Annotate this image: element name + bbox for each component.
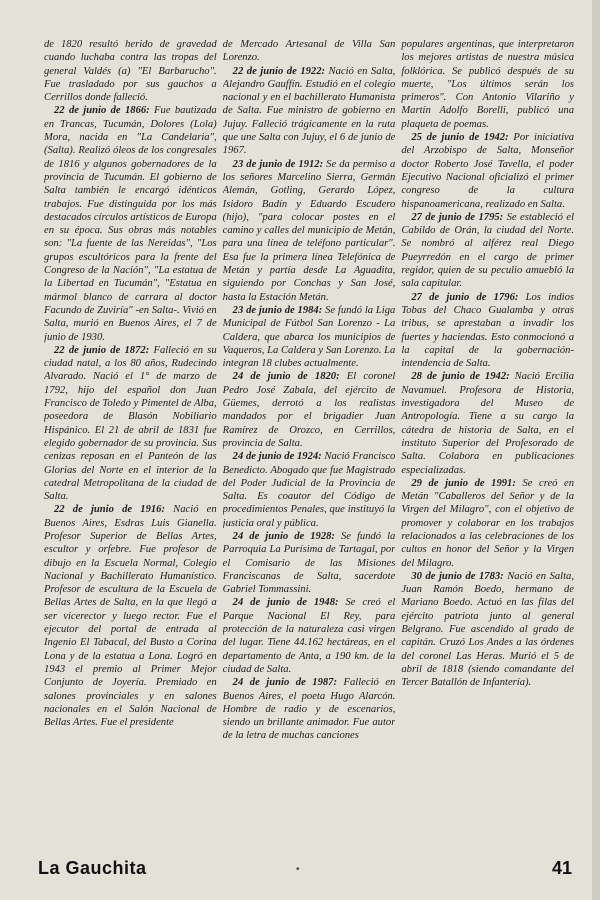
entry-text: Se da permiso a los señores Marcelino Sierra, Germán Alemán, Gotling, Gerardo López, Isidoro Badín y Eduardo Escudero (hijo), "para colocar postes en el camino y calles del municipio de Metán, para una línea de teléfono particular". Esa fue la primera línea Telefónica de Metán y partía desde La Aguadita, siguiendo por Conchas y San José, hasta la Estación Metán.: [222, 158, 396, 303]
calendar-entry: [401, 38, 574, 131]
calendar-entry: [401, 131, 574, 211]
entry-text: Nació Ercilia Navamuel. Profesora de Historia, investigadora del Museo de Antropología. Tiene a su cargo la cátedra de historia de Salta, en el instituto Superior del Profesorado de Salta. Colabora en publicaciones especializadas.: [401, 371, 575, 476]
entry-date: 22 de junio de 1866:: [54, 105, 150, 117]
entry-date: 22 de junio de 1916:: [54, 504, 165, 516]
entry-date: 24 de junio de 1928:: [232, 530, 335, 542]
entry-date: 22 de junio de 1922:: [232, 65, 326, 77]
page-footer: [0, 858, 600, 888]
entry-date: 27 de junio de 1796:: [411, 291, 519, 303]
entry-text: Nació en Buenos Aires, Esdras Luis Gianella. Profesor Superior de Bellas Artes, escultor y orfebre. Fue profesor de dibujo en la Escuela Normal, Colegio Nacional y Bachillerato Humanístico. Profesor de escultura de la Escuela de Bellas Artes de Salta, en la que llegó a ser vicerector y luego rector. Fue el ejecutor del portal de entrada al Ingenio El Tabacal, del Busto a Corina Lona y de la estatua a Lona. Logró en 1943 el premio al Primer Mejor Conjunto de Joyería. Premiado en salones provinciales y en salones nacionales en el Salón Nacional de Bellas Artes. Fue el presidente: [44, 504, 217, 729]
entry-text: El coronel Pedro José Zabala, del ejército de Güemes, derrotó a los realistas mandados por el brigadier Juan Ramírez de Orozco, en Cerrillos, provincia de Salta.: [222, 371, 396, 449]
column-left: [44, 38, 217, 854]
entry-text: Los indios Tobas del Chaco Gualamba y otras tribus, se aprestaban a invadir los fuertes y haciendas. Esto conmocionó a la capital de la gobernación-intendencia de Salta.: [401, 291, 575, 370]
entry-text: populares argentinas, que interpretaron los mejores artistas de nuestra música folklórica. Se publicó después de su muerte, "Los últimos serán los primeros". Con Antonio Vilariño y Martín Adolfo Borelli, publicó una plaqueta de poemas.: [401, 39, 575, 130]
entry-date: 24 de junio de 1987:: [232, 677, 337, 689]
calendar-entry: [401, 370, 574, 476]
entry-text: Falleció en su ciudad natal, a los 80 años, Rudecindo Alvarado. Nació el 1° de marzo de 1792, hijo del español don Juan Francisco de Toledo y Pimentel de Alba, poseedora de Blasón Nobiliario Hispánico. El 21 de abril de 1831 fue elegido gobernador de su provincia. Sus cenizas reposan en el Panteón de las Glorias del Norte en el interior de la catedral Metropolitana de la ciudad de Salta.: [44, 344, 217, 503]
entry-date: 27 de junio de 1795:: [411, 211, 504, 223]
entry-text: Por iniciativa del Arzobispo de Salta, Monseñor doctor Roberto José Tavella, el poder Ejecutivo Nacional oficializó el primer congreso de la cultura hispanoamericana, realizado en Salta.: [401, 132, 575, 210]
scan-edge: [592, 0, 600, 900]
calendar-entry: [401, 291, 574, 371]
calendar-entry: [44, 344, 217, 504]
entry-date: 24 de junio de 1924:: [232, 451, 322, 463]
magazine-title: La Gauchita: [38, 858, 147, 878]
calendar-entry: [44, 503, 217, 729]
footer-center-mark: •: [296, 864, 300, 875]
calendar-entry: [223, 530, 396, 596]
calendar-entry: [223, 596, 396, 676]
entry-text: Nació Francisco Benedicto. Abogado que fue Magistrado del Poder Judicial de la Provincia de Salta. Es coautor del Código de procedimientos Penales, que instituyó la justicia oral y pública.: [222, 451, 396, 529]
entry-text: Nació en Salta, Juan Ramón Boedo, hermano de Mariano Boedo. Actuó en las filas del ejército patriota junto al general Belgrano. Fue ascendido al grado de capitán. Cruzó Los Andes a las órdenes del coronel Las Heras. Murió el 5 de abril de 1818 (siendo comandante del Tercer Batallón de Infantería).: [401, 570, 575, 689]
entry-text: Fue bautizada en Trancas, Tucumán, Dolores (Lola) Mora, nacida en "La Candelaria", (Salta). Realizó óleos de los congresales de 1816 y algunos gobernadores de la provincia de Tucumán. El gobierno de Salta también le encargó idénticos trabajos. Fue distinguida por los más destacados círculos artísticos de Europa en su época. Sus obras más notables son: "La fuente de las Nereidas", "Los grupos escultóricos para la frente del Congreso de la Nación", "La estatua de la Libertad en Tucumán", "Estatua en mármol blanco de carrara al doctor Facundo de Zuviría" -en Salta-. Vivió en Salta, murió en Buenos Aires, el 7 de junio de 1930.: [44, 105, 217, 343]
entry-text: de Mercado Artesanal de Villa San Lorenzo.: [222, 39, 396, 64]
calendar-entry: [223, 65, 396, 158]
entry-text: Se fundó la Parroquia La Purísima de Tartagal, por el Comisario de las Misiones Franciscanas de Salta, sacerdote Gabriel Tommassini.: [222, 530, 396, 596]
calendar-entry: [223, 370, 396, 450]
entry-text: Nació en Salta, Alejandro Gauffín. Estudió en el colegio nacional y en el bachillerato Humanista de Salta. Fue ministro de gobierno en Jujuy. Falleció trágicamente en la ruta que une Salta con Jujuy, el 6 de junio de 1967.: [222, 65, 396, 157]
calendar-entry: [223, 304, 396, 370]
entry-date: 23 de junio de 1984:: [232, 304, 323, 316]
article-columns: [44, 38, 574, 854]
entry-date: 25 de junio de 1942:: [411, 132, 509, 144]
calendar-entry: [44, 38, 217, 104]
entry-text: Se creó en Metán "Caballeros del Señor y de la Virgen del Milagro", con el objetivo de promover y colaborar en los trabajos relacionados a las celebraciones de los cultos en honor del Señor y la Virgen del Milagro.: [401, 477, 575, 569]
calendar-entry: [223, 38, 396, 65]
entry-text: Falleció en Buenos Aires, el poeta Hugo Alarcón. Hombre de radio y de escenarios, siendo un brillante animador. Fue autor de la letra de muchas canciones: [222, 677, 396, 742]
calendar-entry: [401, 477, 574, 570]
entry-date: 23 de junio de 1912:: [232, 158, 324, 170]
entry-date: 29 de junio de 1991:: [411, 477, 516, 489]
entry-date: 22 de junio de 1872:: [54, 344, 150, 356]
entry-text: de 1820 resultó herido de gravedad cuando luchaba contra las tropas del general Valdés (a) "El Barbarucho". Fue trasladado por sus gauchos a Cerrillos donde falleció.: [44, 39, 217, 104]
entry-text: Se estableció el Cabildo de Orán, la ciudad del Norte. Se nombró al alférez real Diego Pueyrredón en el cargo de primer regidor, quien de su peculio amuebló la sala capitular.: [401, 211, 575, 290]
entry-date: 24 de junio de 1948:: [232, 597, 339, 609]
column-middle: [223, 38, 396, 854]
page-number: 41: [551, 858, 572, 878]
calendar-entry: [223, 676, 396, 742]
entry-date: 30 de junio de 1783:: [411, 570, 504, 582]
calendar-entry: [401, 211, 574, 291]
calendar-entry: [223, 158, 396, 304]
entry-date: 28 de junio de 1942:: [411, 371, 510, 383]
calendar-entry: [44, 104, 217, 343]
entry-text: Se fundó la Liga Municipal de Fútbol San Lorenzo - La Caldera, que abarca los municipios de Vaqueros, La Caldera y San Lorenzo. La integran 18 clubes actualmente.: [222, 304, 396, 370]
entry-text: Se creó el Parque Nacional El Rey, para protección de la naturaleza casi virgen del lugar. Tiene 44.162 hectáreas, en el departamento de Anta, a 190 km. de la ciudad de Salta.: [222, 597, 396, 675]
calendar-entry: [223, 450, 396, 530]
column-right: [401, 38, 574, 854]
calendar-entry: [401, 570, 574, 690]
entry-date: 24 de junio de 1820:: [232, 371, 340, 383]
